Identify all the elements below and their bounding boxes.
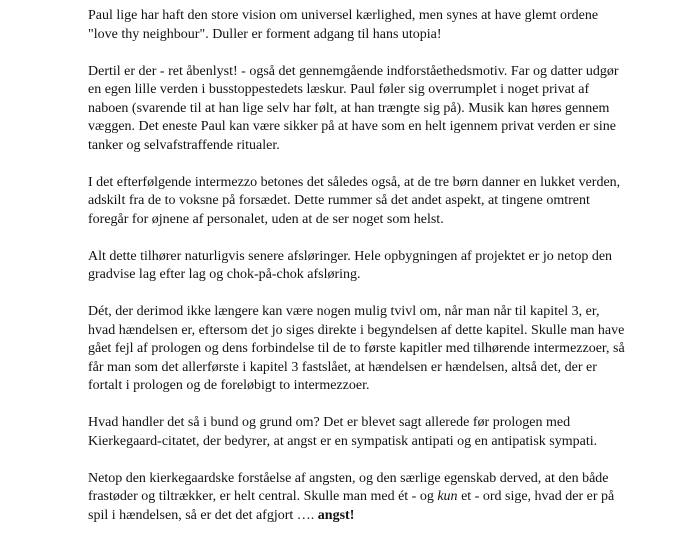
text-line: fortalt i prologen og de foreløbigt to intermezzoer. — [88, 378, 370, 393]
text-line: adskilt fra de to voksne på forsædet. Dette rummer så det andet aspekt, at tingene omtrent — [88, 193, 590, 208]
strong-text: angst! — [317, 507, 355, 523]
text-run: et - ord sige, hvad der er på — [457, 489, 615, 504]
paragraph-5 — [88, 303, 625, 396]
text-line: Hvad handler det så i bund og grund om? Det er blevet sagt allerede før prologen med — [88, 415, 571, 430]
paragraph-6 — [88, 414, 600, 451]
paragraph-7 — [88, 470, 615, 526]
text-line: I det efterfølgende intermezzo betones det således også, at de tre børn danner en lukket verden, — [88, 174, 621, 190]
document-page — [88, 7, 625, 544]
text-line: Netop den kierkegaardske forståelse af angsten, og den særlige egenskab derved, at den både — [88, 470, 609, 486]
paragraph-4 — [88, 248, 613, 285]
text-line: tanker og selvafstraffende ritualer. — [88, 137, 280, 153]
text-line: væggen. Det eneste Paul kan være sikker på at have som en helt igennem privat verden er sine — [88, 119, 616, 134]
text-line: en egen lille verden i busstoppestedets læskur. Paul føler sig overrumplet i noget privat af — [88, 82, 590, 97]
paragraph-1 — [88, 7, 600, 44]
text-line — [88, 507, 600, 526]
text-line: gået fejl af prologen og dens forbindelse til de to første kapitler med tilhørende intermezzoer, så — [88, 341, 625, 356]
text-line: Dét, der derimod ikke længere kan være nogen mulig tvivl om, når man når til kapitel 3, er, — [88, 304, 600, 319]
text-line: gradvise lag efter lag og chok-på-chok afsløring. — [88, 267, 361, 282]
text-line: "love thy neighbour". Duller er forment adgang til hans utopia! — [88, 26, 442, 42]
paragraph-3 — [88, 174, 621, 230]
text-line: naboen (svarende til at han lige selv har følt, at han trængte sig på). Musik kan høres gennem — [88, 100, 610, 116]
text-line: får man som det allerførste i kapitel 3 fastslået, at hændelsen er hændelsen, altså det, der er — [88, 359, 597, 375]
text-line: Kierkegaard-citatet, der bedyrer, at angst er en sympatisk antipati og en antipatisk sympati. — [88, 433, 598, 449]
text-line: Dertil er der - ret åbenlyst! - også det gennemgående indforståethedsmotiv. Far og datter udgør — [88, 63, 619, 79]
text-line: foregår for øjnene af personalet, uden at de ser noget som helst. — [88, 211, 444, 227]
text-line: hvad hændelsen er, eftersom det jo siges direkte i begyndelsen af dette kapitel. Skulle man have — [88, 322, 625, 338]
emphasis-text: kun — [437, 489, 458, 504]
text-run: spil i hændelsen, så er det det afgjort …. — [88, 507, 318, 523]
text-line: Paul lige har haft den store vision om universel kærlighed, men synes at have glemt ordene — [88, 8, 599, 23]
text-run: frastøder og tiltrækker, er helt central. Skulle man med ét - og — [88, 489, 438, 504]
paragraph-2 — [88, 63, 619, 156]
text-line — [88, 488, 615, 507]
text-line: Alt dette tilhører naturligvis senere afsløringer. Hele opbygningen af projektet er jo netop den — [88, 248, 613, 264]
